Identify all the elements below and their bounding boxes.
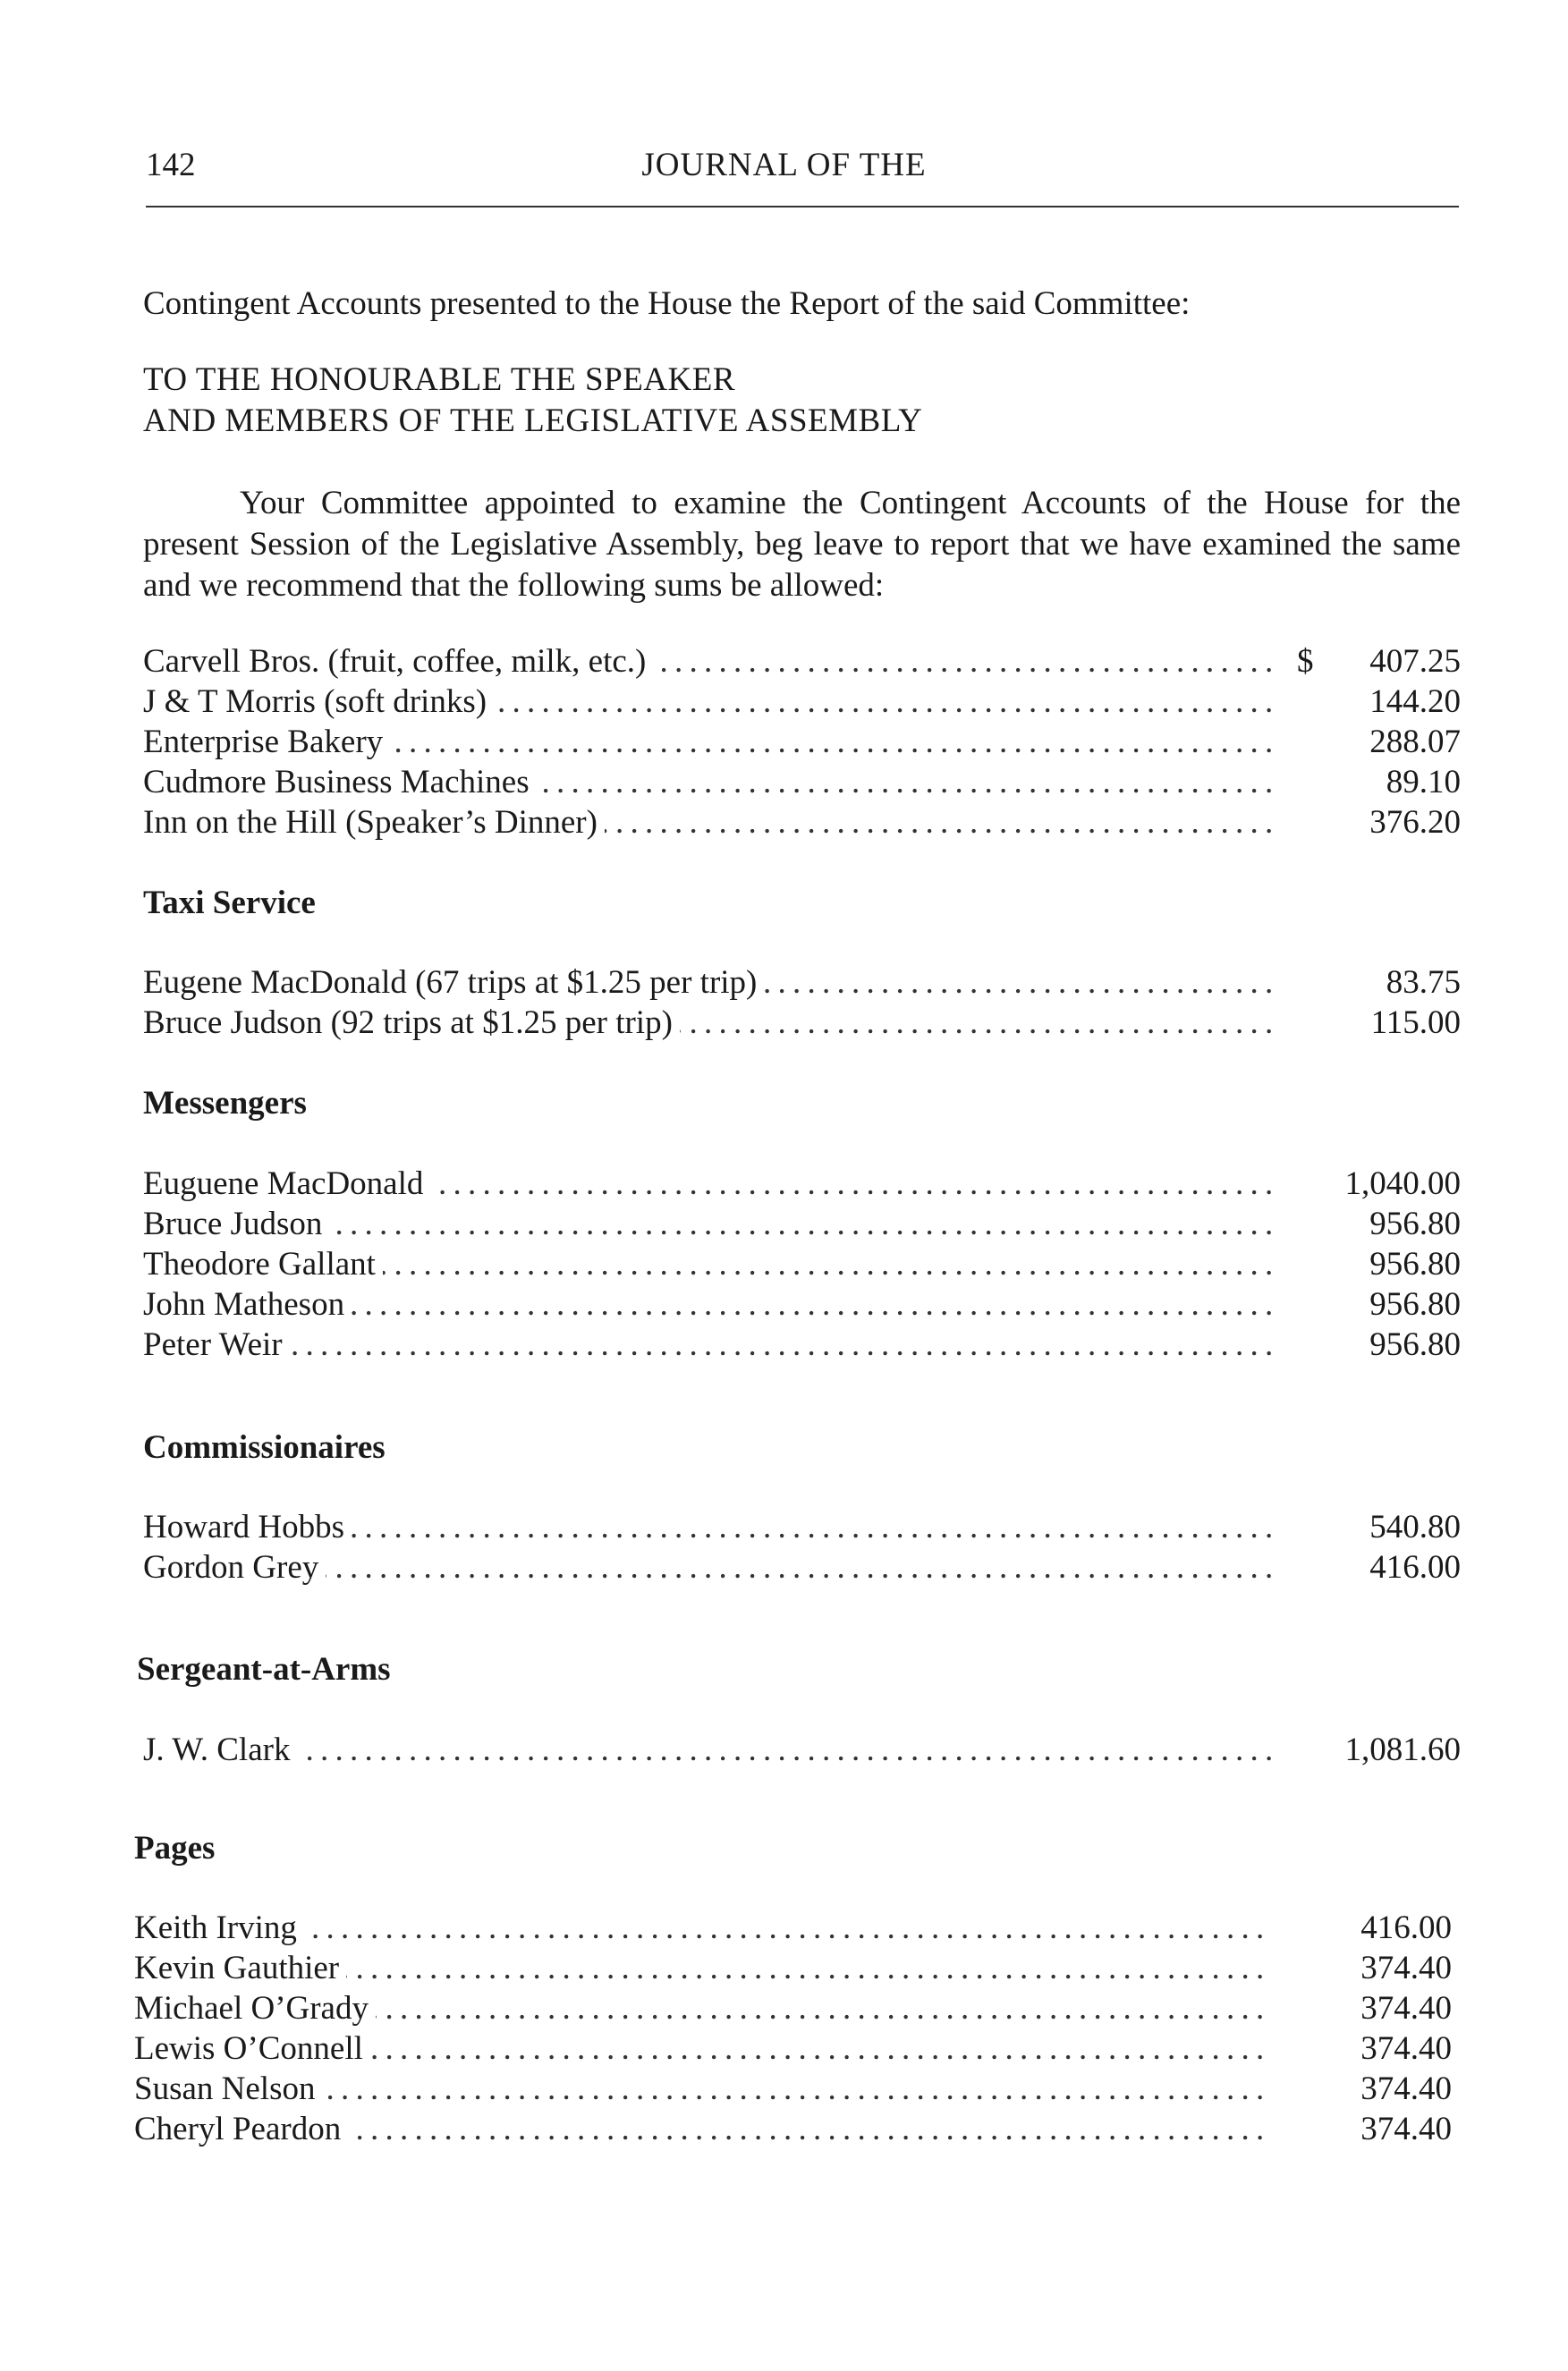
report-paragraph: Your Committee appointed to examine the Contingent Accounts of the House for the present Session of the Legislative Assembly, beg leave to report that we have examined the same and we recommend that the following sums be allowed: (143, 485, 1461, 604)
account-entry (143, 803, 1461, 844)
section-heading-taxi: Taxi Service (143, 885, 316, 921)
address-block (143, 360, 922, 442)
entry-amount: 540.80 (1369, 1509, 1461, 1545)
entry-label: Peter Weir (143, 1326, 290, 1363)
account-entry (134, 1989, 1452, 2030)
entry-amount: 416.00 (1360, 1910, 1452, 1946)
entry-amount: 144.20 (1369, 683, 1461, 720)
account-entry (134, 1909, 1452, 1950)
account-entry (143, 1245, 1461, 1286)
entry-label: Howard Hobbs (143, 1509, 352, 1545)
account-entry (143, 763, 1461, 804)
account-entry (143, 1548, 1461, 1589)
entry-amount: 83.75 (1386, 964, 1461, 1001)
entry-amount: 956.80 (1369, 1246, 1461, 1283)
section-heading-pages: Pages (134, 1830, 216, 1867)
account-entry (143, 1508, 1461, 1549)
entry-amount: 956.80 (1369, 1286, 1461, 1323)
account-entry (134, 2070, 1452, 2111)
account-entry (143, 1003, 1461, 1045)
header-rule (146, 206, 1459, 207)
account-entry (134, 2029, 1452, 2070)
section-heading-sergeant: Sergeant-at-Arms (137, 1651, 391, 1688)
entry-amount: 1,081.60 (1344, 1732, 1461, 1768)
entry-amount: 288.07 (1369, 724, 1461, 760)
entry-amount: 407.25 (1369, 643, 1461, 680)
running-title: JOURNAL OF THE (641, 147, 927, 183)
entry-amount: 956.80 (1369, 1206, 1461, 1242)
account-entry (143, 1285, 1461, 1326)
entry-label: John Matheson (143, 1286, 352, 1323)
entry-label: Gordon Grey (143, 1549, 326, 1586)
account-entry (134, 2110, 1452, 2151)
currency-symbol: $ (1297, 643, 1314, 680)
account-entry (143, 1731, 1461, 1772)
address-line-1: TO THE HONOURABLE THE SPEAKER (143, 361, 736, 398)
entry-label: J & T Morris (soft drinks) (143, 683, 494, 720)
entry-amount: 89.10 (1386, 764, 1461, 800)
intro-line: Contingent Accounts presented to the House the Report of the said Committee: (143, 285, 1191, 322)
entry-label: Susan Nelson (134, 2070, 322, 2107)
section-heading-commissionaires: Commissionaires (143, 1429, 386, 1466)
entry-label: Michael O’Grady (134, 1990, 376, 2027)
page-number: 142 (146, 147, 196, 183)
account-entry (143, 963, 1461, 1004)
entry-amount: 374.40 (1360, 1990, 1452, 2027)
account-entry (143, 1205, 1461, 1246)
account-entry (143, 642, 1461, 683)
entry-label: J. W. Clark (143, 1732, 297, 1768)
entry-amount: 115.00 (1370, 1004, 1461, 1041)
entry-amount: 376.20 (1369, 804, 1461, 841)
entry-amount: 1,040.00 (1344, 1165, 1461, 1202)
entry-label: Keith Irving (134, 1910, 304, 1946)
entry-label: Enterprise Bakery (143, 724, 390, 760)
account-entry (143, 1325, 1461, 1367)
section-heading-messengers: Messengers (143, 1085, 307, 1122)
entry-label: Bruce Judson (92 trips at $1.25 per trip) (143, 1004, 680, 1041)
account-entry (134, 1949, 1452, 1990)
entry-amount: 374.40 (1360, 2111, 1452, 2147)
entry-label: Cheryl Peardon (134, 2111, 348, 2147)
entry-amount: 956.80 (1369, 1326, 1461, 1363)
entry-amount: 374.40 (1360, 1950, 1452, 1986)
entry-label: Cudmore Business Machines (143, 764, 537, 800)
account-entry (143, 723, 1461, 764)
address-line-2: AND MEMBERS OF THE LEGISLATIVE ASSEMBLY (143, 402, 923, 439)
entry-label: Theodore Gallant (143, 1246, 383, 1283)
account-entry (143, 682, 1461, 724)
entry-label: Carvell Bros. (fruit, coffee, milk, etc.) (143, 643, 653, 680)
entry-amount: 374.40 (1360, 2030, 1452, 2067)
entry-label: Bruce Judson (143, 1206, 329, 1242)
entry-label: Euguene MacDonald (143, 1165, 430, 1202)
entry-label: Lewis O’Connell (134, 2030, 370, 2067)
account-entry (143, 1164, 1461, 1206)
entry-amount: 374.40 (1360, 2070, 1452, 2107)
entry-label: Eugene MacDonald (67 trips at $1.25 per trip) (143, 964, 764, 1001)
entry-amount: 416.00 (1369, 1549, 1461, 1586)
entry-label: Inn on the Hill (Speaker’s Dinner) (143, 804, 605, 841)
entry-label: Kevin Gauthier (134, 1950, 346, 1986)
